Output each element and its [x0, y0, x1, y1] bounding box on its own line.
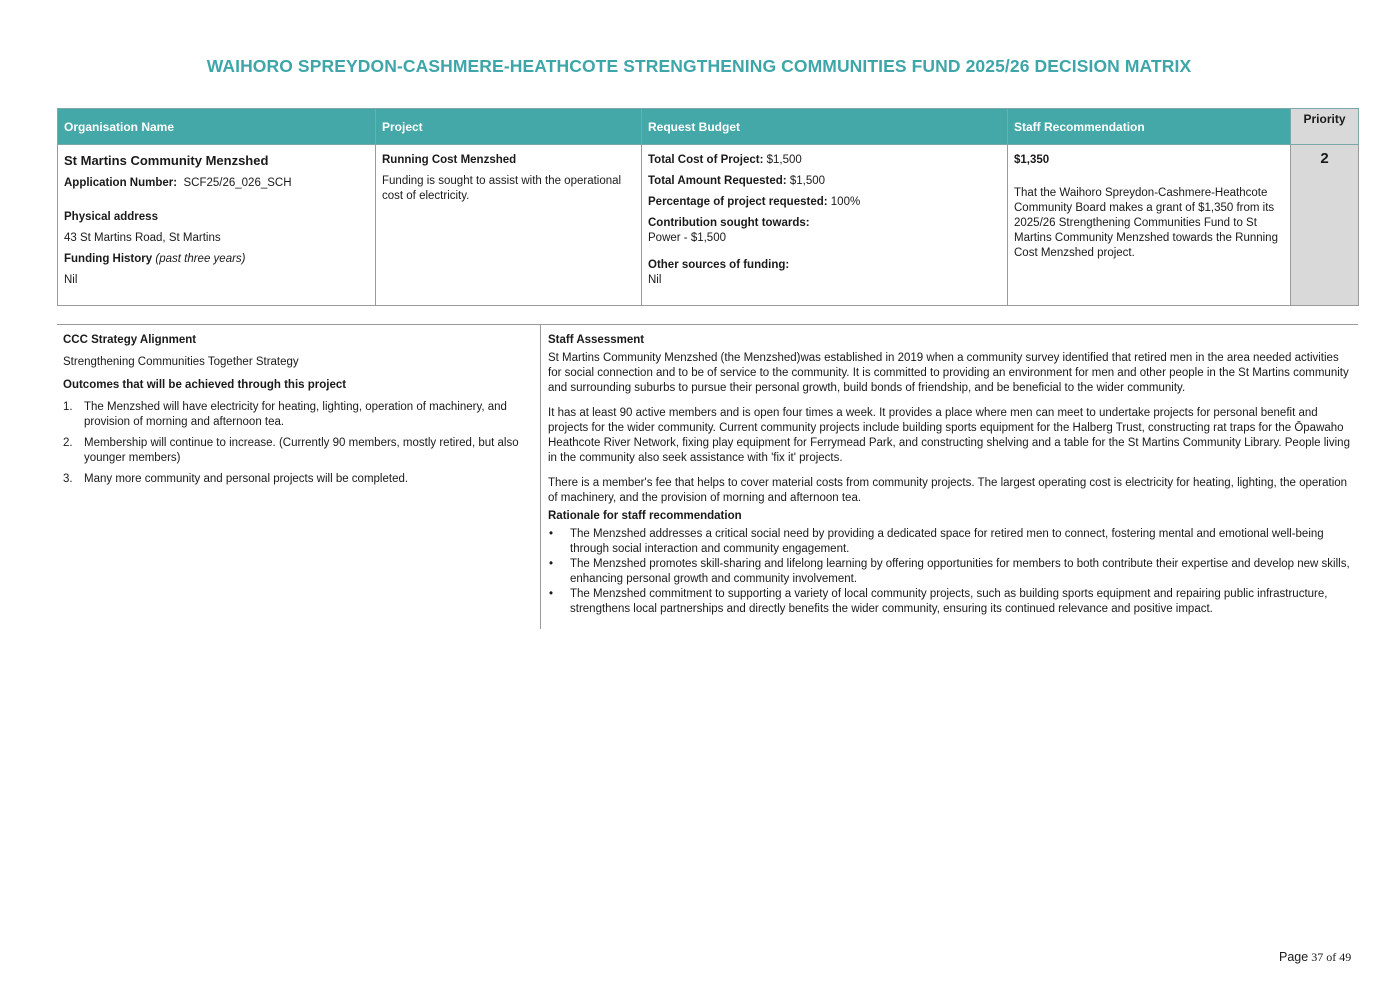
- project-name: Running Cost Menzshed: [382, 154, 517, 166]
- outcome-number: 3.: [63, 473, 73, 485]
- recommendation-cell: [1008, 145, 1291, 306]
- organisation-name: St Martins Community Menzshed: [64, 153, 269, 168]
- strategy-heading: CCC Strategy Alignment: [63, 334, 197, 346]
- funding-history-value: Nil: [64, 274, 78, 286]
- rationale-heading: Rationale for staff recommendation: [548, 510, 742, 522]
- physical-address: 43 St Martins Road, St Martins: [64, 232, 221, 244]
- strategy-alignment-panel: [57, 325, 541, 629]
- decision-matrix-table: [57, 108, 1359, 306]
- list-item: [548, 557, 1352, 587]
- assessment-paragraph: It has at least 90 active members and is open four times a week. It provides a place where men can meet to undertake projects for personal benefit and projects for the wider community. Current community projects include building sports equipment for the Halberg Trust, constructing rat traps for the Ōpawaho Heathcote River Network, fixing play equipment for Ferrymead Park, and constructing shelving and a table for the St Martins Community Library. People living in the community also seek assistance with 'fix it' projects.: [548, 407, 1350, 464]
- application-number-label: Application Number:: [64, 177, 178, 189]
- total-cost-row: [648, 153, 1001, 168]
- outcome-text: Many more community and personal projects will be completed.: [84, 473, 409, 485]
- header-priority: Priority: [1291, 109, 1359, 145]
- list-item: [63, 472, 534, 487]
- project-description: Funding is sought to assist with the operational cost of electricity.: [382, 175, 622, 202]
- total-cost-label: Total Cost of Project:: [648, 154, 764, 166]
- contribution-value: Power - $1,500: [648, 232, 726, 244]
- page-title: WAIHORO SPREYDON-CASHMERE-HEATHCOTE STRENGTHENING COMMUNITIES FUND 2025/26 DECISION MATRIX: [206, 56, 1192, 76]
- outcomes-list: [63, 400, 534, 487]
- rationale-list: [548, 527, 1352, 617]
- percentage-row: [648, 195, 1001, 210]
- assessment-paragraph: There is a member's fee that helps to cover material costs from community projects. The largest operating cost is electricity for heating, lighting, the operation of machinery, and the provision of morning and afternoon tea.: [548, 477, 1348, 504]
- list-item: [63, 400, 534, 430]
- total-cost-value: $1,500: [766, 154, 802, 166]
- list-item: [548, 587, 1352, 617]
- other-sources-label: Other sources of funding:: [648, 259, 790, 271]
- list-item: [548, 527, 1352, 557]
- header-project: Project: [376, 109, 642, 145]
- amount-requested-label: Total Amount Requested:: [648, 175, 787, 187]
- address-label: Physical address: [64, 211, 158, 223]
- funding-history-label: Funding History: [64, 253, 153, 265]
- page-label: Page: [1279, 950, 1309, 964]
- assessment-section: [57, 324, 1358, 629]
- assessment-heading: Staff Assessment: [548, 334, 645, 346]
- header-recommendation: Staff Recommendation: [1008, 109, 1291, 145]
- list-item: [63, 436, 534, 466]
- recommendation-amount: $1,350: [1014, 154, 1050, 166]
- budget-cell: [642, 145, 1008, 306]
- other-sources-value: Nil: [648, 274, 662, 286]
- bullet-icon: •: [549, 558, 554, 570]
- application-number-row: [64, 176, 369, 191]
- bullet-icon: •: [549, 588, 554, 600]
- table-row: [58, 145, 1359, 306]
- assessment-paragraph: St Martins Community Menzshed (the Menzshed)was established in 2019 when a community survey identified that retired men in the area needed activities for social connection and to be of service to the community. It is committed to providing an environment for men and other people in the St Martins community and surrounding suburbs to pursue their personal growth, build bonds of friendship, and be beneficial to the wider community.: [548, 352, 1349, 394]
- page-current: 37: [1311, 950, 1324, 964]
- organisation-cell: [58, 145, 376, 306]
- outcome-number: 1.: [63, 401, 73, 413]
- header-organisation: Organisation Name: [58, 109, 376, 145]
- page-of-label: of: [1326, 950, 1337, 964]
- percentage-value: 100%: [830, 196, 861, 208]
- outcome-text: Membership will continue to increase. (Currently 90 members, mostly retired, but also younger members): [84, 437, 519, 464]
- page-total: 49: [1339, 950, 1352, 964]
- amount-requested-value: $1,500: [789, 175, 826, 187]
- percentage-label: Percentage of project requested:: [648, 196, 828, 208]
- page-number: [1279, 950, 1351, 965]
- recommendation-text: That the Waihoro Spreydon-Cashmere-Heathcote Community Board makes a grant of $1,350 from its 2025/26 Strengthening Communities Fund to St Martins Community Menzshed towards the Running Cost Menzshed project.: [1014, 187, 1278, 259]
- rationale-text: The Menzshed addresses a critical social need by providing a dedicated space for retired men to connect, fostering mental and emotional well-being through social interaction and community engagement.: [570, 528, 1324, 555]
- funding-history-note: (past three years): [155, 253, 246, 265]
- outcomes-heading: Outcomes that will be achieved through this project: [63, 379, 347, 391]
- project-cell: [376, 145, 642, 306]
- header-budget: Request Budget: [642, 109, 1008, 145]
- priority-value: 2: [1291, 145, 1359, 306]
- rationale-text: The Menzshed promotes skill-sharing and lifelong learning by offering opportunities for members to both contribute their expertise and develop new skills, enhancing personal growth and community involvement.: [570, 558, 1350, 585]
- funding-history-row: [64, 252, 369, 267]
- staff-assessment-panel: [542, 325, 1358, 629]
- rationale-text: The Menzshed commitment to supporting a variety of local community projects, such as building sports equipment and repairing public infrastructure, strengthens local partnerships and directly benefits the wider community, ensuring its continued relevance and positive impact.: [570, 588, 1328, 615]
- table-header-row: [58, 109, 1359, 145]
- strategy-name: Strengthening Communities Together Strategy: [63, 356, 299, 368]
- bullet-icon: •: [549, 528, 554, 540]
- outcome-text: The Menzshed will have electricity for heating, lighting, operation of machinery, and provision of morning and afternoon tea.: [84, 401, 507, 428]
- contribution-label: Contribution sought towards:: [648, 217, 810, 229]
- outcome-number: 2.: [63, 437, 73, 449]
- amount-requested-row: [648, 174, 1001, 189]
- application-number: SCF25/26_026_SCH: [183, 177, 292, 189]
